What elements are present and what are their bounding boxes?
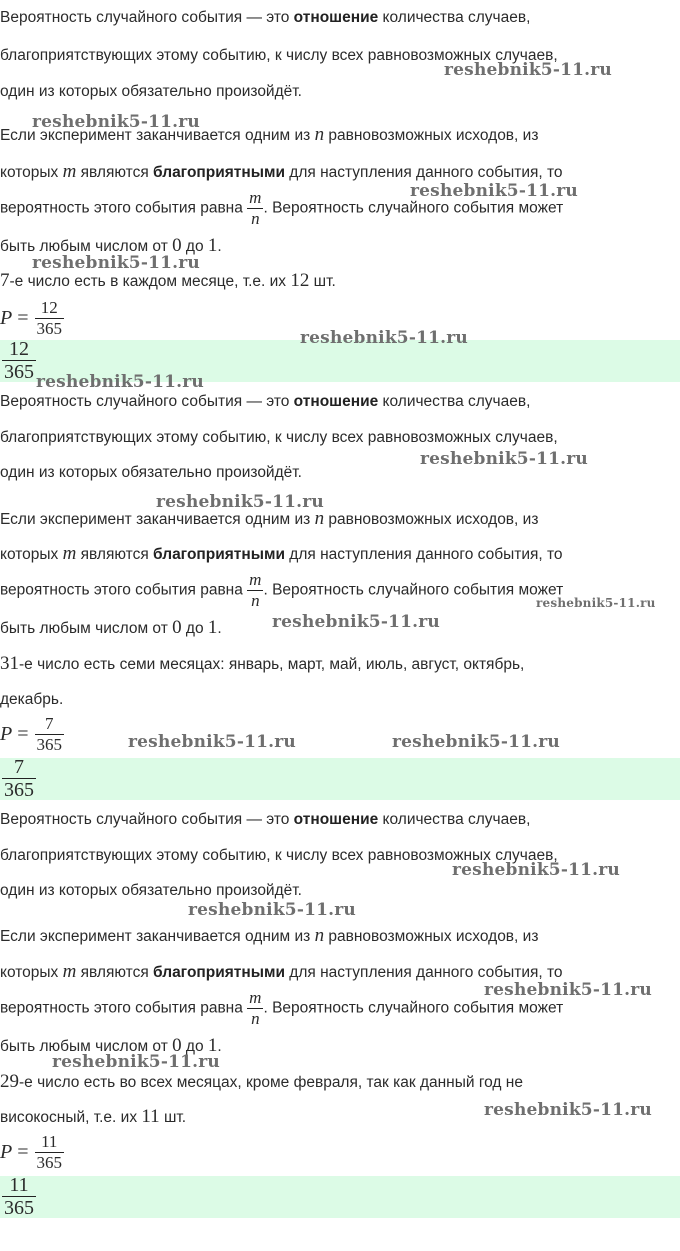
watermark: reshebnik5-11.ru xyxy=(36,372,204,392)
watermark: reshebnik5-11.ru xyxy=(128,732,296,752)
watermark: reshebnik5-11.ru xyxy=(410,181,578,201)
watermark: reshebnik5-11.ru xyxy=(52,1052,220,1072)
m-over-n-fraction: $\frac{m}{n}$ xyxy=(249,570,262,610)
fact-line: 31-е число есть семи месяцах: январь, март, май, июль, август, октябрь, xyxy=(0,653,525,674)
watermark: reshebnik5-11.ru xyxy=(300,328,468,348)
definition-line-3: один из которых обязательно произойдёт. xyxy=(0,882,302,899)
definition-line-4: Если эксперимент заканчивается одним из n равновозможных исходов, из xyxy=(0,508,539,529)
watermark: reshebnik5-11.ru xyxy=(32,253,200,273)
definition-line-7: быть любым числом от 0 до 1. xyxy=(0,235,222,256)
definition-line-6: вероятность этого события равна $\frac{m}{n}$ . Вероятность случайного события может xyxy=(0,570,564,610)
definition-line-3: один из которых обязательно произойдёт. xyxy=(0,83,302,100)
definition-line-6: вероятность этого события равна $\frac{m}{n}$ . Вероятность случайного события может xyxy=(0,988,564,1028)
definition-line-4: Если эксперимент заканчивается одним из n равновозможных исходов, из xyxy=(0,925,539,946)
watermark: reshebnik5-11.ru xyxy=(444,60,612,80)
probability-formula: P = $\frac{12}{365}$ xyxy=(0,298,62,338)
probability-formula: P = $\frac{7}{365}$ xyxy=(0,714,62,754)
fact-line: 7-е число есть в каждом месяце, т.е. их 12 шт. xyxy=(0,270,336,291)
watermark: reshebnik5-11.ru xyxy=(156,492,324,512)
m-over-n-fraction: $\frac{m}{n}$ xyxy=(249,988,262,1028)
definition-line-1: Вероятность случайного события — это отношение количества случаев, xyxy=(0,393,531,410)
watermark: reshebnik5-11.ru xyxy=(32,112,200,132)
watermark: reshebnik5-11.ru xyxy=(452,860,620,880)
definition-line-6: вероятность этого события равна $\frac{m}{n}$ . Вероятность случайного события может xyxy=(0,188,564,228)
fact-line: 29-е число есть во всех месяцах, кроме февраля, так как данный год не xyxy=(0,1071,523,1092)
watermark: reshebnik5-11.ru xyxy=(188,900,356,920)
watermark: reshebnik5-11.ru xyxy=(536,596,656,610)
definition-line-1: Вероятность случайного события — это отношение количества случаев, xyxy=(0,9,531,26)
fact-line-2: декабрь. xyxy=(0,691,64,708)
definition-line-5: которых m являются благоприятными для наступления данного события, то xyxy=(0,961,563,982)
watermark: reshebnik5-11.ru xyxy=(484,980,652,1000)
definition-line-5: которых m являются благоприятными для наступления данного события, то xyxy=(0,161,563,182)
definition-line-7: быть любым числом от 0 до 1. xyxy=(0,1035,222,1056)
answer-box: 7 365 xyxy=(0,758,680,800)
definition-line-3: один из которых обязательно произойдёт. xyxy=(0,464,302,481)
answer-box: 11 365 xyxy=(0,1176,680,1218)
definition-line-1: Вероятность случайного события — это отношение количества случаев, xyxy=(0,811,531,828)
definition-line-4: Если эксперимент заканчивается одним из n равновозможных исходов, из xyxy=(0,124,539,145)
fact-line-2: високосный, т.е. их 11 шт. xyxy=(0,1106,187,1127)
m-over-n-fraction: $\frac{m}{n}$ xyxy=(249,188,262,228)
watermark: reshebnik5-11.ru xyxy=(272,612,440,632)
watermark: reshebnik5-11.ru xyxy=(484,1100,652,1120)
definition-line-7: быть любым числом от 0 до 1. xyxy=(0,617,222,638)
definition-line-2: благоприятствующих этому событию, к числу всех равновозможных случаев, xyxy=(0,429,558,446)
watermark: reshebnik5-11.ru xyxy=(420,449,588,469)
definition-line-5: которых m являются благоприятными для наступления данного события, то xyxy=(0,543,563,564)
answer-box: 12 365 xyxy=(0,340,680,382)
definition-line-2: благоприятствующих этому событию, к числу всех равновозможных случаев, xyxy=(0,47,558,64)
watermark: reshebnik5-11.ru xyxy=(392,732,560,752)
probability-formula: P = $\frac{11}{365}$ xyxy=(0,1132,62,1172)
definition-line-2: благоприятствующих этому событию, к числу всех равновозможных случаев, xyxy=(0,847,558,864)
